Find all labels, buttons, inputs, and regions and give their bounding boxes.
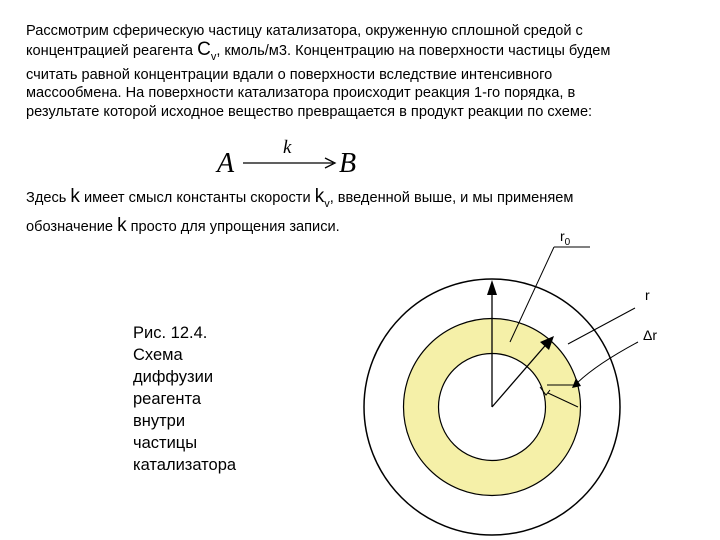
caption-line: Рис. 12.4.	[133, 324, 208, 342]
text-line: Рассмотрим сферическую частицу катализатора, окруженную сплошной средой с	[26, 23, 583, 39]
product-label: B	[339, 148, 357, 179]
text-line: концентрацией реагента	[26, 42, 194, 59]
reactant-label: A	[217, 148, 235, 179]
diffusion-diagram	[360, 225, 720, 540]
r-pointer	[568, 308, 635, 344]
label-r: r	[645, 287, 650, 303]
rate-constant-label: k	[283, 137, 292, 158]
label-dr: Δr	[643, 327, 658, 343]
intro-paragraph	[26, 22, 706, 121]
text-fragment: обозначение	[26, 218, 114, 235]
reaction-scheme	[215, 134, 375, 184]
text-line: считать равной концентрации вдали о поверхности вследствие интенсивного	[26, 66, 553, 83]
radius-r0-arrowhead	[487, 280, 497, 295]
label-r0: $r_0$	[560, 228, 571, 248]
text-line: массообмена. На поверхности катализатора происходит реакция 1-го порядка, в	[26, 85, 576, 102]
k-symbol: k	[117, 214, 127, 236]
caption-line: частицы	[133, 434, 198, 452]
text-fragment: Здесь	[26, 190, 67, 206]
kv-symbol: $k_v$	[314, 186, 330, 210]
text-fragment: имеет смысл константы скорости	[83, 190, 311, 206]
caption-line: диффузии	[133, 368, 214, 386]
text-fragment: , введенной выше, и мы применяем	[329, 190, 574, 206]
caption-line: катализатора	[133, 456, 237, 474]
caption-line: Схема	[133, 346, 183, 364]
text-line: результате которой исходное вещество превращается в продукт реакции по схеме:	[26, 103, 593, 120]
caption-line: реагента	[133, 390, 202, 408]
k-symbol: k	[70, 186, 80, 207]
figure-caption	[133, 322, 263, 476]
text-fragment: просто для упрощения записи.	[130, 218, 340, 235]
caption-line: внутри	[133, 412, 186, 430]
concentration-symbol: $C_v$	[197, 38, 217, 63]
text-line: , кмоль/м3. Концентрацию на поверхности частицы будем	[216, 42, 611, 59]
